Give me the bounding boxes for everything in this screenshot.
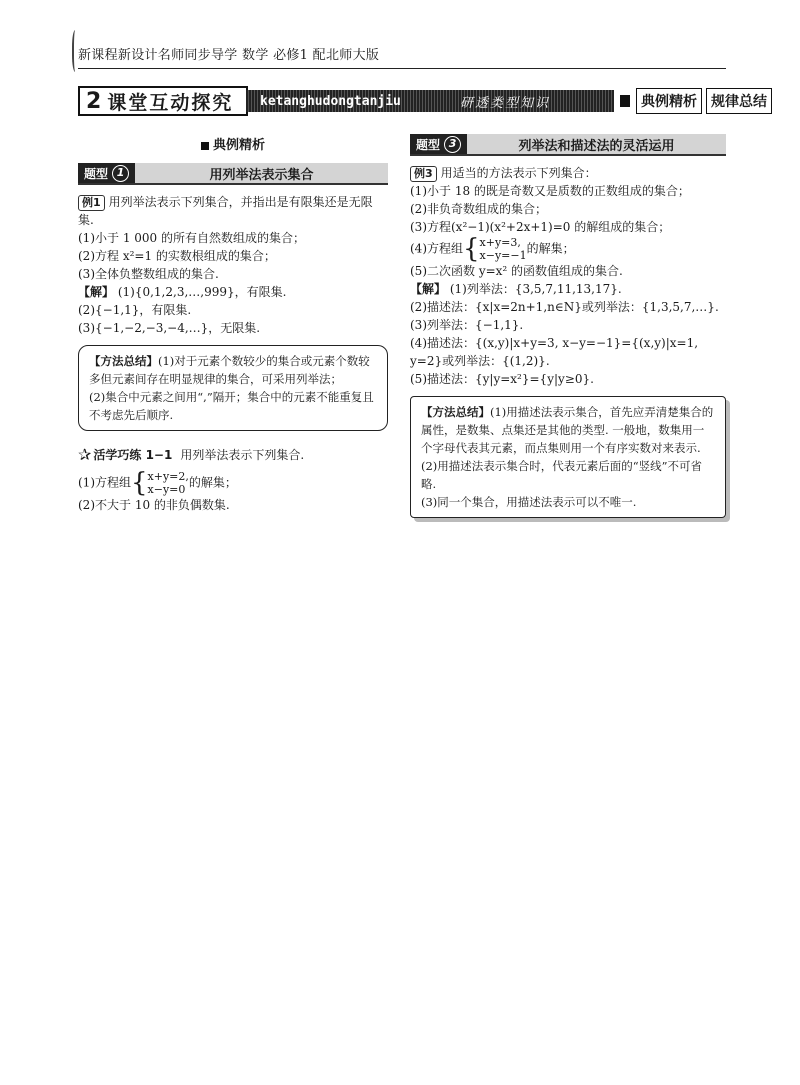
example-3-stem: 例3 用适当的方法表示下列集合：: [410, 164, 726, 182]
banner-title-box: [78, 86, 248, 116]
example-1-solution: 【解】 (1){0,1,2,3,…,999}，有限集.: [78, 285, 287, 299]
topic-number: 3: [444, 136, 461, 153]
section-heading-examples: 典例精析: [78, 134, 388, 153]
practice-1-1: [78, 445, 388, 464]
banner-chip-examples: 典例精析: [636, 88, 702, 114]
example-1-item: (2)方程 x²=1 的实数根组成的集合；: [78, 249, 276, 263]
example-label: 例1: [78, 195, 105, 211]
example-3-item: (1)小于 18 的既是奇数又是质数的正数组成的集合；: [410, 184, 690, 198]
left-column: [78, 128, 388, 514]
banner-pinyin: ketanghudongtanjiu: [260, 93, 401, 109]
topic-number: 1: [112, 165, 129, 182]
example-1-stem: 例1 用列举法表示下列集合，并指出是有限集还是无限集.: [78, 195, 373, 227]
example-1-solution: (2){−1,1}，有限集.: [78, 303, 192, 317]
example-3-item: (5)二次函数 y=x² 的函数值组成的集合.: [410, 264, 623, 278]
method-summary-title: 【方法总结】: [421, 405, 490, 419]
example-3-item: (4)方程组 { x+y=3, x−y=−1 的解集；: [410, 234, 575, 264]
example-3-solution: (3)列举法：{−1,1}.: [410, 318, 524, 332]
square-bullet-icon: [201, 142, 209, 150]
example-3-solution: (2)描述法：{x|x=2n+1,n∈N}或列举法：{1,3,5,7,…}.: [410, 300, 719, 314]
method-summary-para: (2)集合中元素之间用“,”隔开；集合中的元素不能重复且不考虑先后顺序.: [89, 390, 374, 422]
practice-1-1-item: (1)方程组 { x+y=2, x−y=0 的解集；: [78, 468, 237, 498]
example-3-item: (2)非负奇数组成的集合；: [410, 202, 547, 216]
banner-chip-summary: 规律总结: [706, 88, 772, 114]
practice-stem: 用列举法表示下列集合.: [180, 448, 305, 462]
topic-tag: 题型 3: [410, 134, 467, 154]
method-summary-title: 【方法总结】: [89, 354, 158, 368]
example-3-item: (3)方程(x²−1)(x²+2x+1)=0 的解组成的集合；: [410, 220, 671, 234]
header-rule: [78, 68, 726, 69]
practice-tag: 活学巧练 1−1: [93, 448, 173, 462]
banner-title: 课堂互动探究: [107, 91, 234, 114]
example-3-solution: (4)描述法：{(x,y)|x+y=3, x−y=−1}={(x,y)|x=1, y=2}或列举法：{(1,2)}.: [410, 336, 699, 368]
example-3-solution: (5)描述法：{y|y=x²}={y|y≥0}.: [410, 372, 594, 386]
banner-block-icon: [620, 95, 630, 107]
section-banner: [78, 86, 767, 116]
running-header: 新课程新设计名师同步导学 数学 必修1 配北师大版: [78, 48, 380, 63]
example-1-solution: (3){−1,−2,−3,−4,…}，无限集.: [78, 321, 261, 335]
banner-strip: [246, 90, 614, 112]
equation-system: { x+y=2, x−y=0: [131, 468, 189, 498]
right-column: [410, 128, 726, 526]
example-1-item: (1)小于 1 000 的所有自然数组成的集合；: [78, 231, 305, 245]
banner-subtitle: 研透类型知识: [460, 95, 551, 111]
method-summary-box-1: 【方法总结】(1)对于元素个数较少的集合或元素个数较多但元素间存在明显规律的集合，可采用列举法； (2)集合中元素之间用“,”隔开；集合中的元素不能重复且不考虑先后顺序.: [78, 345, 388, 431]
topic-title: 列举法和描述法的灵活运用: [518, 138, 675, 154]
banner-number: 2: [86, 88, 102, 114]
star-icon: ✰: [78, 445, 92, 464]
topic-bar-3: [410, 134, 726, 156]
example-label: 例3: [410, 166, 437, 182]
method-summary-box-3: 【方法总结】(1)用描述法表示集合，首先应弄清楚集合的属性，是数集、点集还是其他的类型. 一般地，数集用一个字母代表其元素，而点集则用一个有序实数对来表示. (2)用描述法表示集合时，代表元素后面的“竖线”不可省略. (3)同一个集合，用描述法表示可以不唯一.: [410, 396, 726, 518]
method-summary-para: (2)用描述法表示集合时，代表元素后面的“竖线”不可省略.: [421, 459, 703, 491]
example-3-solution: 【解】 (1)列举法：{3,5,7,11,13,17}.: [410, 282, 622, 296]
topic-bar-1: [78, 163, 388, 185]
banner-chips: [614, 86, 776, 116]
example-1-item: (3)全体负整数组成的集合.: [78, 267, 219, 281]
method-summary-para: (3)同一个集合，用描述法表示可以不唯一.: [421, 495, 637, 509]
equation-system: { x+y=3, x−y=−1: [463, 234, 527, 264]
topic-title: 用列举法表示集合: [209, 167, 314, 183]
topic-tag: 题型 1: [78, 163, 135, 183]
practice-1-1-item: (2)不大于 10 的非负偶数集.: [78, 498, 230, 512]
